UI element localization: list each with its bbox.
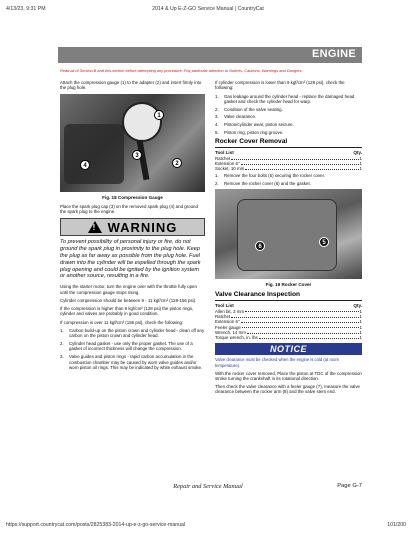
- manual-page-number: Page G-7: [337, 483, 362, 489]
- section-banner: [58, 47, 362, 63]
- rocker-tool-list: [215, 156, 362, 172]
- list-item: 1. Carbon build-up on the piston crown and cylinder head - clean off any carbon on the piston crown and cylinder head.: [60, 328, 205, 339]
- table-row: Extension 6" 1: [215, 161, 362, 167]
- callout-2: 2: [172, 158, 182, 168]
- table-row: Socket, 10 mm 1: [215, 166, 362, 172]
- gauge-dial-icon: [122, 102, 162, 142]
- list-item: 4. Piston/cylinder wear, piston seizure.: [215, 122, 294, 128]
- tool-list-header: Tool List Qty.: [215, 302, 362, 308]
- list-item: 2. Cylinder head gasket - use only the proper gasket. The use of a gasket of incorrect thickness will change the compression.: [60, 341, 193, 352]
- browser-header: [0, 0, 416, 18]
- manual-footer-title: Repair and Service Manual: [173, 483, 243, 490]
- heading-divider: [215, 300, 362, 301]
- callout-1: 1: [154, 110, 164, 120]
- rocker-cover-heading: Rocker Cover Removal: [215, 138, 288, 146]
- left-column: [60, 80, 205, 373]
- rocker-cover-shape: [237, 199, 337, 271]
- compression-over-paragraph: If compression is over 11 kgf/cm² (156 psi), check the following:: [60, 319, 184, 325]
- table-row: Torque wrench, in. lbs 1: [215, 335, 362, 341]
- list-item: 1. Gas leakage around the cylinder head - replace the damaged head gasket and check the cylinder head for warp.: [215, 93, 355, 104]
- warning-label: WARNING: [107, 219, 178, 235]
- right-column: [215, 80, 362, 398]
- notice-banner: [215, 343, 362, 355]
- section-title: ENGINE: [312, 48, 356, 60]
- intro-paragraph: Attach the compression gauge (1) to the adapter (2) and insert firmly into the plug hole.: [60, 80, 202, 91]
- warning-banner: [60, 218, 205, 236]
- safety-notice: Read all of Section B and this section before attempting any procedure. Pay particular attention to Notices, Cautions, Warnings and Dangers.: [60, 68, 303, 73]
- gauge-hose-shape: [137, 139, 150, 179]
- list-item: 3. Valve guides and piston rings - rapid carbon accumulation in the combustion chamber may be caused by worn valve guides and/or worn piston oil rings. This may be indicated by white exhaust smoke.: [60, 354, 203, 370]
- table-row: Extension 6" 1: [215, 319, 362, 325]
- table-row: Wrench, 14 mm 1: [215, 329, 362, 335]
- tdc-paragraph: With the rocker cover removed, Place the piston at TDC of the compression stroke turning the crankshaft in its rotational direction.: [215, 370, 362, 381]
- list-item: 2. Condition of the valve seating.: [215, 106, 283, 112]
- compression-range-paragraph: Cylinder compression should be between 9 - 11 kgf/cm² (128-156 psi).: [60, 297, 197, 303]
- compression-higher-paragraph: If the compression is higher than 9 kgf/cm² (128 psi) the piston rings, cylinder and valves are probably in good condition.: [60, 306, 194, 317]
- rocker-cover-photo: [215, 189, 362, 279]
- notice-label: NOTICE: [269, 343, 307, 354]
- list-item: 5. Piston ring, piston ring groove.: [215, 130, 284, 136]
- valve-tool-list: [215, 309, 362, 341]
- compression-gauge-photo: [60, 94, 205, 192]
- figure-18-caption: Fig. 18 Compression Gauge: [102, 194, 163, 200]
- callout-4: 4: [80, 160, 90, 170]
- print-url: https://support.countrycat.com/posts/2825383-2014-up-e-z-go-service-manual: [6, 522, 186, 528]
- rocker-steps-list: [215, 173, 362, 186]
- list-item: 1. Remove the four bolts (5) securing the rocker cover.: [215, 172, 326, 178]
- valve-clearance-heading: Valve Clearance Inspection: [215, 291, 301, 299]
- table-row: Ratchet 1: [215, 155, 362, 161]
- over-checks-list: [60, 328, 205, 370]
- table-row: Ratchet 1: [215, 313, 362, 319]
- table-row: Feeler gauge 1: [215, 324, 362, 330]
- heading-divider: [215, 147, 362, 148]
- callout-5: 5: [319, 237, 329, 247]
- callout-6: 6: [255, 241, 265, 251]
- feeler-gauge-paragraph: Then check the valve clearance with a feeler gauge (7), measure the valve clearance between the rocker arm (8) and the valve stem end.: [215, 384, 360, 395]
- warning-text: To prevent possibility of personal injury or fire, do not ground the spark plug in proximity to the plug hole. Keep the plug as far away as possible from the plug hole. Fuel drawn into the cylinder will be expelled through the spark plug opening and could be ignited by the ignition system or another source, resulting in a fire.: [60, 239, 201, 280]
- lower-checks-list: [215, 94, 362, 136]
- print-page-title: 2014 & Up E-Z-GO Service Manual | CountryCat: [152, 6, 264, 12]
- warning-triangle-icon: !: [88, 221, 102, 233]
- place-plug-paragraph: Place the spark plug cap (3) on the removed spark plug (4) and ground the spark plug to the engine.: [60, 203, 198, 215]
- table-row: Allen bit, 3 mm 1: [215, 308, 362, 314]
- browser-footer: [0, 520, 416, 534]
- starter-motor-paragraph: Using the starter motor, turn the engine over with the throttle fully open until the compression gauge stops rising.: [60, 284, 197, 295]
- lower-compression-paragraph: If cylinder compression is lower than 9 kgf/cm² (128 psi), check the following:: [215, 80, 345, 91]
- list-item: 3. Valve clearance.: [215, 114, 257, 120]
- engine-block-shape: [64, 124, 124, 184]
- figure-19-caption: Fig. 19 Rocker Cover: [265, 281, 312, 287]
- callout-3: 3: [132, 150, 142, 160]
- notice-text: Valve clearance must be checked when the engine is cold (at room temperature).: [215, 357, 339, 368]
- print-datetime: 4/13/23, 9:31 PM: [6, 6, 46, 12]
- print-page-counter: 101/200: [387, 522, 406, 528]
- tool-list-header: Tool List Qty.: [215, 149, 362, 155]
- list-item: 2. Remove the rocker cover (6) and the gasket.: [215, 180, 311, 186]
